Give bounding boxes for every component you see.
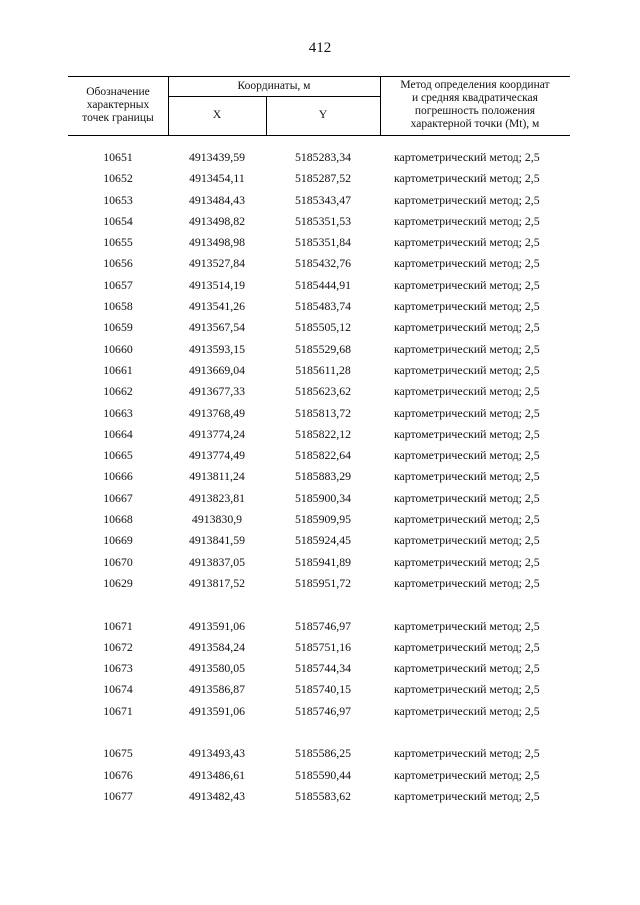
x-coordinate-cell: 4913514,19: [188, 277, 246, 292]
y-coordinate-cell: 5185287,52: [294, 171, 352, 186]
point-id-cell: 10660: [103, 341, 133, 356]
point-id-cell: 10655: [103, 235, 133, 250]
x-coordinate-cell: 4913493,43: [188, 746, 246, 761]
row-spacer: [68, 594, 570, 615]
method-cell: картометрический метод; 2,5: [394, 171, 540, 186]
method-cell: картометрический метод; 2,5: [394, 150, 540, 164]
y-coordinate-cell: 5185351,53: [294, 213, 352, 228]
y-coordinate-cell: 5185822,64: [294, 448, 352, 463]
table-row: [68, 253, 570, 274]
point-id-cell: 10672: [103, 639, 133, 654]
y-coordinate-cell: 5185444,91: [294, 277, 352, 292]
point-id-cell: 10653: [103, 192, 133, 207]
header-method-label: [380, 79, 570, 131]
table-row: [68, 339, 570, 360]
method-cell: картометрический метод; 2,5: [394, 405, 540, 420]
x-coordinate-cell: 4913567,54: [188, 320, 246, 335]
y-coordinate-cell: 5185590,44: [294, 767, 352, 782]
point-id-cell: 10675: [103, 746, 133, 761]
method-cell: картометрический метод; 2,5: [394, 299, 540, 314]
point-id-cell: 10652: [103, 171, 133, 186]
header-method-line-1: Метод определения координат: [400, 79, 550, 91]
y-coordinate-cell: 5185283,34: [294, 150, 352, 164]
table-row: [68, 317, 570, 338]
table-row: [68, 679, 570, 700]
method-cell: картометрический метод; 2,5: [394, 639, 540, 654]
table-row: [68, 765, 570, 786]
method-cell: картометрический метод; 2,5: [394, 703, 540, 718]
table-row: [68, 637, 570, 658]
point-id-cell: 10670: [103, 554, 133, 569]
point-id-cell: 10665: [103, 448, 133, 463]
method-cell: картометрический метод; 2,5: [394, 746, 540, 761]
point-id-cell: 10667: [103, 490, 133, 505]
header-method-line-4: характерной точки (Mt), м: [410, 118, 540, 130]
y-coordinate-cell: 5185611,28: [295, 362, 351, 377]
table-body: [68, 147, 570, 807]
header-point-label: [68, 86, 168, 125]
method-cell: картометрический метод; 2,5: [394, 213, 540, 228]
x-coordinate-cell: 4913669,04: [188, 362, 246, 377]
y-coordinate-cell: 5185822,12: [294, 426, 352, 441]
table-row: [68, 488, 570, 509]
y-coordinate-cell: 5185529,68: [294, 341, 352, 356]
header-method-line-2: и средняя квадратическая: [412, 92, 538, 104]
y-coordinate-cell: 5185746,97: [294, 618, 352, 633]
table-row: [68, 743, 570, 764]
y-coordinate-cell: 5185746,97: [294, 703, 352, 718]
y-coordinate-cell: 5185900,34: [294, 490, 352, 505]
header-method-line-3: погрешность положения: [414, 105, 536, 117]
point-id-cell: 10669: [103, 533, 133, 548]
y-coordinate-cell: 5185623,62: [294, 384, 352, 399]
header-point-line-2: характерных: [86, 99, 150, 111]
point-id-cell: 10671: [103, 618, 133, 633]
x-coordinate-cell: 4913527,84: [188, 256, 246, 271]
y-coordinate-cell: 5185744,34: [294, 661, 352, 676]
x-coordinate-cell: 4913482,43: [188, 788, 246, 803]
table-row: [68, 658, 570, 679]
header-y-label: Y: [318, 109, 328, 121]
x-coordinate-cell: 4913593,15: [188, 341, 246, 356]
point-id-cell: 10662: [103, 384, 133, 399]
y-coordinate-cell: 5185586,25: [294, 746, 352, 761]
table-row: [68, 445, 570, 466]
point-id-cell: 10661: [103, 362, 133, 377]
y-coordinate-cell: 5185941,89: [294, 554, 352, 569]
method-cell: картометрический метод; 2,5: [394, 682, 540, 697]
x-coordinate-cell: 4913811,24: [189, 469, 245, 484]
method-cell: картометрический метод; 2,5: [394, 277, 540, 292]
x-coordinate-cell: 4913486,61: [188, 767, 246, 782]
table-row: [68, 530, 570, 551]
table-row: [68, 211, 570, 232]
table-row: [68, 552, 570, 573]
table-row: [68, 360, 570, 381]
table-row: [68, 466, 570, 487]
x-coordinate-cell: 4913498,98: [188, 235, 246, 250]
y-coordinate-cell: 5185351,84: [294, 235, 352, 250]
table-row: [68, 701, 570, 722]
x-coordinate-cell: 4913586,87: [188, 682, 246, 697]
point-id-cell: 10663: [103, 405, 133, 420]
y-coordinate-cell: 5185951,72: [294, 575, 352, 590]
x-coordinate-cell: 4913823,81: [188, 490, 246, 505]
x-coordinate-cell: 4913580,05: [188, 661, 246, 676]
table-row: [68, 147, 570, 168]
y-coordinate-cell: 5185432,76: [294, 256, 352, 271]
point-id-cell: 10674: [103, 682, 133, 697]
x-coordinate-cell: 4913774,49: [188, 448, 246, 463]
coords-divider-rule: [168, 96, 380, 97]
point-id-cell: 10666: [103, 469, 133, 484]
method-cell: картометрический метод; 2,5: [394, 320, 540, 335]
table-row: [68, 573, 570, 594]
x-coordinate-cell: 4913774,24: [188, 426, 246, 441]
method-cell: картометрический метод; 2,5: [394, 448, 540, 463]
x-coordinate-cell: 4913439,59: [188, 150, 246, 164]
method-cell: картометрический метод; 2,5: [394, 384, 540, 399]
y-coordinate-cell: 5185813,72: [294, 405, 352, 420]
header-point-line-3: точек границы: [82, 112, 154, 124]
point-id-cell: 10651: [103, 150, 133, 164]
table-row: [68, 403, 570, 424]
header-top-rule: [68, 76, 570, 77]
method-cell: картометрический метод; 2,5: [394, 426, 540, 441]
page-number: 412: [308, 40, 332, 56]
method-cell: картометрический метод; 2,5: [394, 256, 540, 271]
y-coordinate-cell: 5185924,45: [294, 533, 352, 548]
method-cell: картометрический метод; 2,5: [394, 618, 540, 633]
y-coordinate-cell: 5185883,29: [294, 469, 352, 484]
header-x-label: X: [212, 109, 222, 121]
point-id-cell: 10673: [103, 661, 133, 676]
y-coordinate-cell: 5185740,15: [294, 682, 352, 697]
point-id-cell: 10659: [103, 320, 133, 335]
x-coordinate-cell: 4913817,52: [188, 575, 246, 590]
point-id-cell: 10664: [103, 426, 133, 441]
method-cell: картометрический метод; 2,5: [394, 192, 540, 207]
x-coordinate-cell: 4913541,26: [188, 299, 246, 314]
y-coordinate-cell: 5185583,62: [294, 788, 352, 803]
header-point-line-1: Обозначение: [86, 86, 150, 98]
method-cell: картометрический метод; 2,5: [394, 512, 540, 527]
x-coordinate-cell: 4913677,33: [188, 384, 246, 399]
table-row: [68, 296, 570, 317]
table-row: [68, 381, 570, 402]
header-coords-label: Координаты, м: [237, 80, 311, 92]
x-coordinate-cell: 4913591,06: [188, 618, 246, 633]
x-coordinate-cell: 4913591,06: [188, 703, 246, 718]
point-id-cell: 10656: [103, 256, 133, 271]
x-coordinate-cell: 4913837,05: [188, 554, 246, 569]
method-cell: картометрический метод; 2,5: [394, 235, 540, 250]
method-cell: картометрический метод; 2,5: [394, 575, 540, 590]
table-row: [68, 616, 570, 637]
y-coordinate-cell: 5185751,16: [294, 639, 352, 654]
y-coordinate-cell: 5185505,12: [294, 320, 352, 335]
table-row: [68, 509, 570, 530]
point-id-cell: 10668: [103, 512, 133, 527]
method-cell: картометрический метод; 2,5: [394, 341, 540, 356]
method-cell: картометрический метод; 2,5: [394, 362, 540, 377]
y-coordinate-cell: 5185909,95: [294, 512, 352, 527]
x-coordinate-cell: 4913484,43: [188, 192, 246, 207]
table-header: [68, 76, 570, 136]
x-coordinate-cell: 4913841,59: [188, 533, 246, 548]
point-id-cell: 10654: [103, 213, 133, 228]
table-row: [68, 232, 570, 253]
x-coordinate-cell: 4913584,24: [188, 639, 246, 654]
x-coordinate-cell: 4913454,11: [189, 171, 245, 186]
method-cell: картометрический метод; 2,5: [394, 533, 540, 548]
row-spacer: [68, 722, 570, 743]
method-cell: картометрический метод; 2,5: [394, 554, 540, 569]
point-id-cell: 10677: [103, 788, 133, 803]
table-row: [68, 168, 570, 189]
method-cell: картометрический метод; 2,5: [394, 767, 540, 782]
method-cell: картометрический метод; 2,5: [394, 490, 540, 505]
x-coordinate-cell: 4913768,49: [188, 405, 246, 420]
y-coordinate-cell: 5185343,47: [294, 192, 352, 207]
header-bottom-rule: [68, 135, 570, 136]
point-id-cell: 10658: [103, 299, 133, 314]
x-coordinate-cell: 4913830,9: [191, 512, 243, 527]
x-coordinate-cell: 4913498,82: [188, 213, 246, 228]
point-id-cell: 10629: [103, 575, 133, 590]
table-row: [68, 424, 570, 445]
table-row: [68, 786, 570, 807]
point-id-cell: 10671: [103, 703, 133, 718]
point-id-cell: 10676: [103, 767, 133, 782]
table-row: [68, 275, 570, 296]
y-coordinate-cell: 5185483,74: [294, 299, 352, 314]
table-row: [68, 190, 570, 211]
method-cell: картометрический метод; 2,5: [394, 469, 540, 484]
method-cell: картометрический метод; 2,5: [394, 661, 540, 676]
point-id-cell: 10657: [103, 277, 133, 292]
method-cell: картометрический метод; 2,5: [394, 788, 540, 803]
